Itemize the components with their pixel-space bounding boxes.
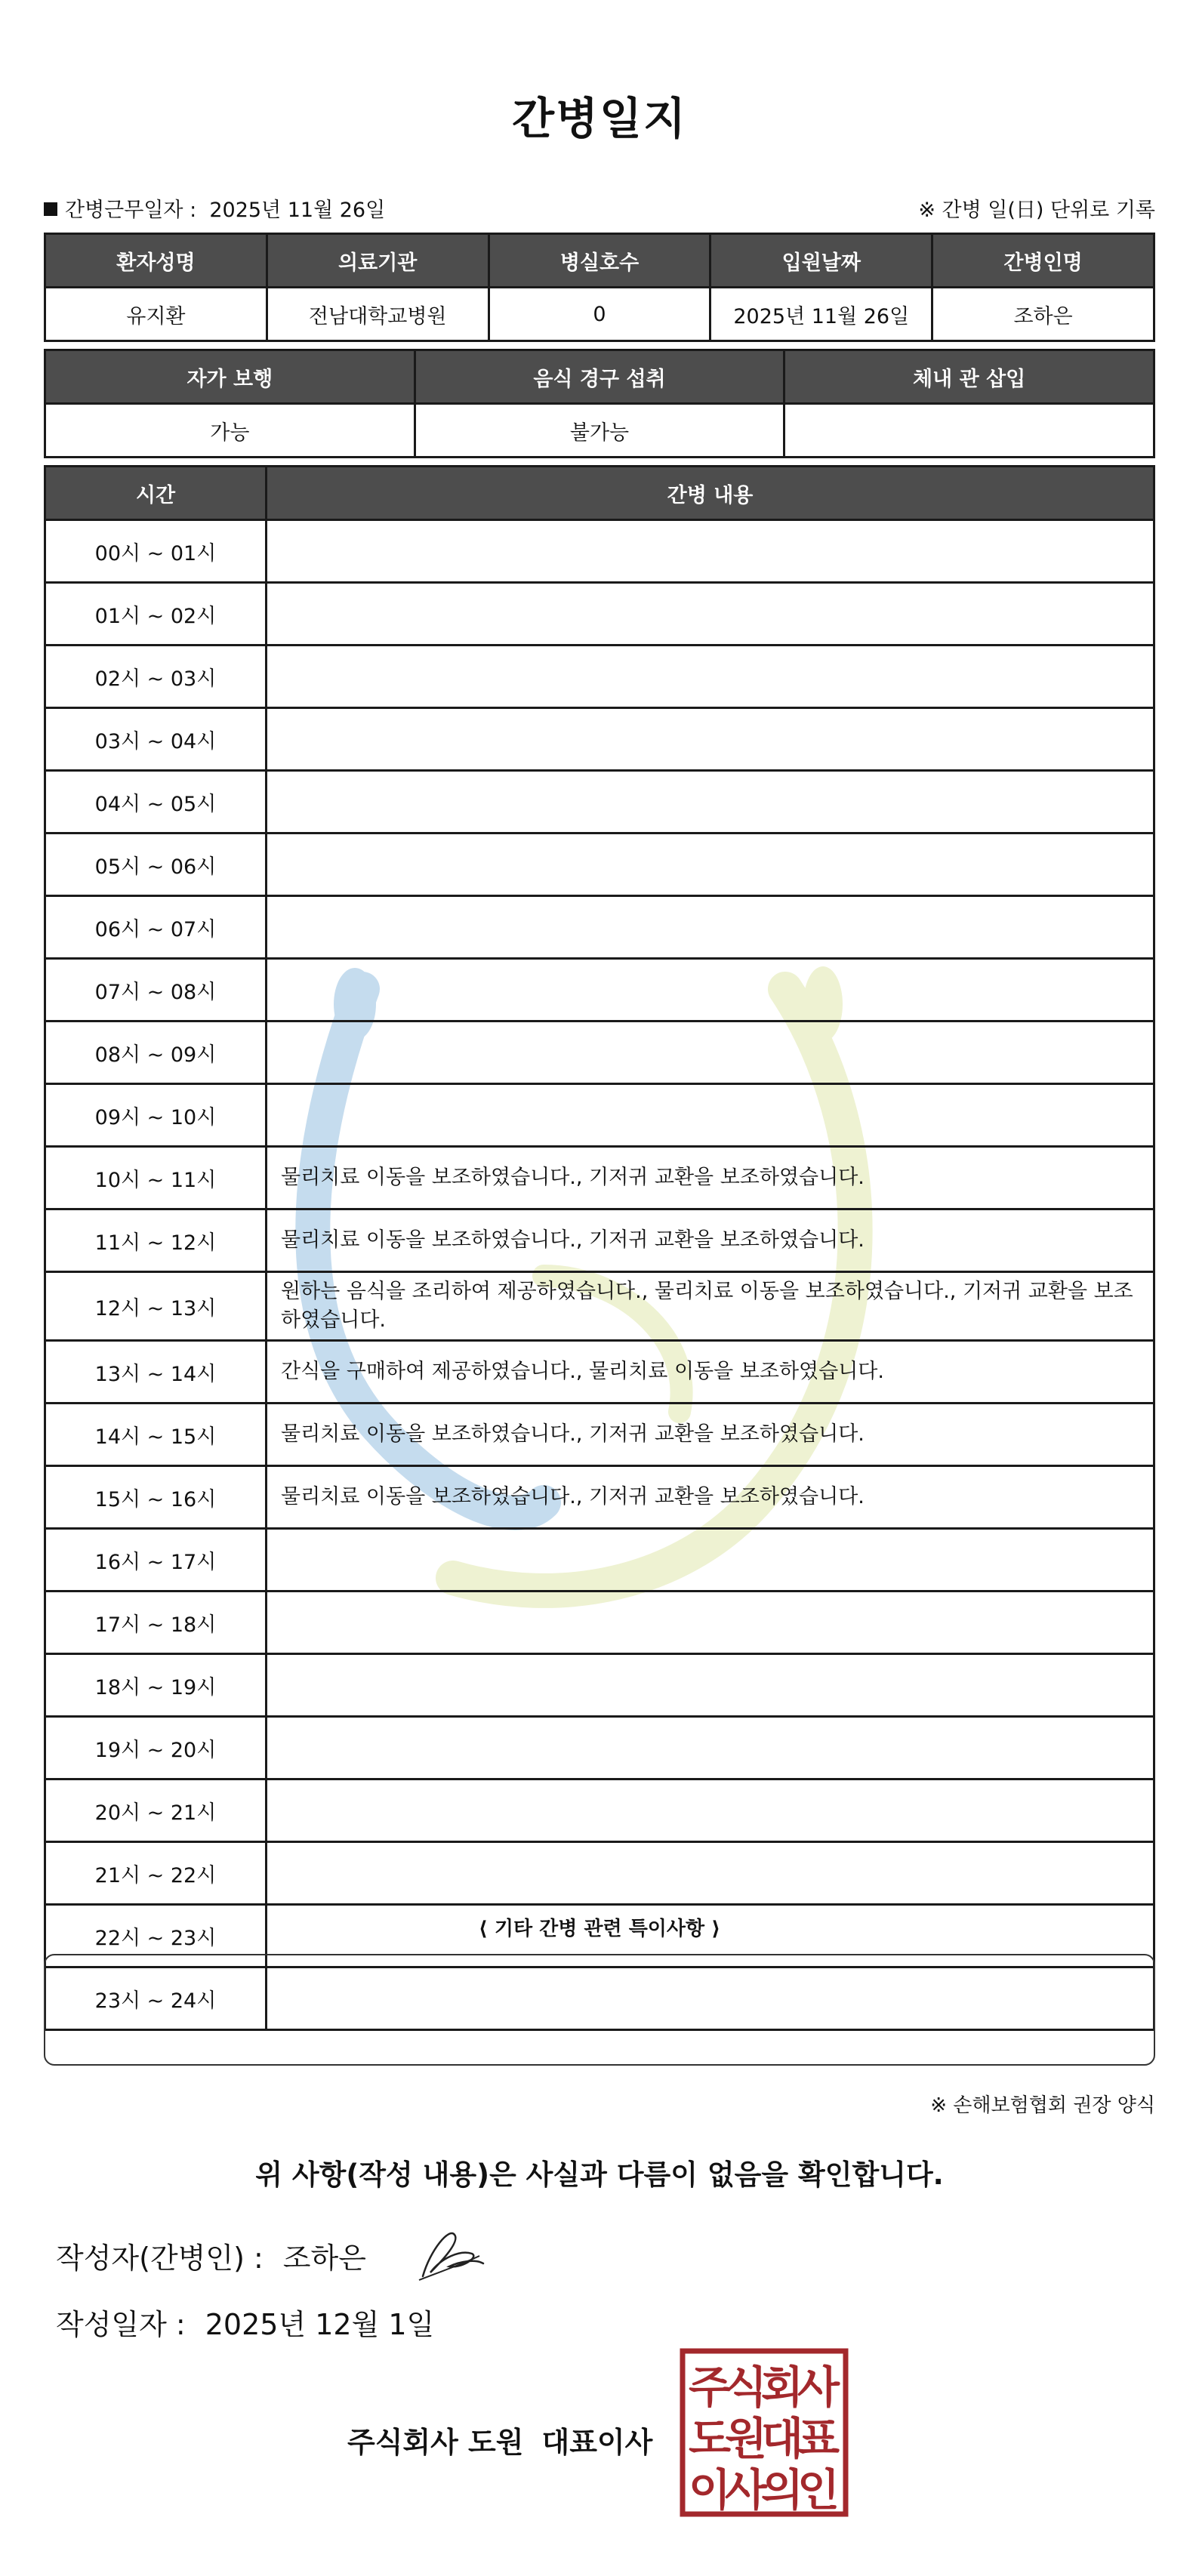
svg-text:인: 인	[797, 2464, 840, 2516]
svg-text:표: 표	[797, 2413, 840, 2464]
table-row	[45, 1842, 1154, 1905]
log-time: 17시 ~ 18시	[45, 1592, 267, 1654]
table-row	[45, 1654, 1154, 1717]
log-content	[267, 583, 1154, 646]
header-admission-date: 입원날짜	[710, 234, 932, 288]
room-number: 0	[489, 288, 710, 341]
log-content	[267, 1654, 1154, 1717]
log-content	[267, 959, 1154, 1021]
admission-date: 2025년 11월 26일	[710, 288, 932, 341]
patient-name: 유지환	[45, 288, 267, 341]
log-content: 물리치료 이동을 보조하였습니다., 기저귀 교환을 보조하였습니다.	[267, 1404, 1154, 1466]
oral-intake-value: 불가능	[415, 404, 784, 458]
writer-name: 조하은	[282, 2242, 366, 2275]
svg-text:의: 의	[760, 2464, 804, 2516]
log-rows	[45, 520, 1154, 2030]
header-self-walking: 자가 보행	[45, 350, 415, 404]
unit-note: ※ 간병 일(日) 단위로 기록	[918, 199, 1155, 222]
svg-text:주: 주	[688, 2362, 732, 2413]
patient-info-table	[44, 233, 1155, 342]
log-content	[267, 1084, 1154, 1147]
log-time: 01시 ~ 02시	[45, 583, 267, 646]
tube-insertion-value	[784, 404, 1154, 458]
table-row	[45, 404, 1154, 458]
log-time: 05시 ~ 06시	[45, 834, 267, 896]
written-date-line	[56, 2301, 434, 2343]
log-content	[267, 834, 1154, 896]
svg-text:사: 사	[797, 2362, 840, 2413]
table-row	[45, 1529, 1154, 1592]
header-care-content: 간병 내용	[267, 467, 1154, 520]
log-time: 18시 ~ 19시	[45, 1654, 267, 1717]
written-date-label: 작성일자 :	[56, 2308, 186, 2341]
table-row	[45, 1272, 1154, 1341]
header-oral-intake: 음식 경구 섭취	[415, 350, 784, 404]
log-content	[267, 1717, 1154, 1779]
table-row	[45, 288, 1154, 341]
log-content	[267, 646, 1154, 708]
table-row	[45, 646, 1154, 708]
svg-text:원: 원	[724, 2413, 768, 2464]
log-content	[267, 1529, 1154, 1592]
table-row	[45, 1466, 1154, 1529]
patient-status-table	[44, 349, 1155, 458]
log-time: 13시 ~ 14시	[45, 1341, 267, 1404]
company-name: 주식회사 도원	[347, 2426, 524, 2459]
caregiver-name: 조하은	[932, 288, 1154, 341]
table-row	[45, 896, 1154, 959]
table-row	[45, 1021, 1154, 1084]
table-row	[45, 771, 1154, 834]
company-seal-icon	[680, 2348, 849, 2517]
svg-text:사: 사	[724, 2464, 768, 2516]
log-content	[267, 771, 1154, 834]
log-content	[267, 1779, 1154, 1842]
log-content: 물리치료 이동을 보조하였습니다., 기저귀 교환을 보조하였습니다.	[267, 1147, 1154, 1209]
log-time: 09시 ~ 10시	[45, 1084, 267, 1147]
notes-heading: ⟨ 기타 간병 관련 특이사항 ⟩	[478, 1918, 721, 1940]
log-time: 04시 ~ 05시	[45, 771, 267, 834]
svg-text:대: 대	[760, 2413, 804, 2464]
log-time: 22시 ~ 23시	[45, 1905, 267, 1967]
hourly-care-log-table	[44, 465, 1155, 2031]
svg-text:도: 도	[688, 2413, 732, 2464]
header-time: 시간	[45, 467, 267, 520]
svg-text:이: 이	[688, 2464, 732, 2516]
confirmation-statement: 위 사항(작성 내용)은 사실과 다름이 없음을 확인합니다.	[255, 2158, 944, 2191]
table-row	[45, 1592, 1154, 1654]
log-content	[267, 896, 1154, 959]
log-time: 08시 ~ 09시	[45, 1021, 267, 1084]
log-time: 15시 ~ 16시	[45, 1466, 267, 1529]
log-time: 07시 ~ 08시	[45, 959, 267, 1021]
log-time: 11시 ~ 12시	[45, 1209, 267, 1272]
log-content	[267, 1021, 1154, 1084]
log-content	[267, 1842, 1154, 1905]
self-walking-value: 가능	[45, 404, 415, 458]
log-content: 간식을 구매하여 제공하였습니다., 물리치료 이동을 보조하였습니다.	[267, 1341, 1154, 1404]
representative-title: 대표이사	[541, 2426, 653, 2459]
written-date-value: 2025년 12월 1일	[205, 2308, 435, 2341]
table-row	[45, 520, 1154, 583]
log-time: 16시 ~ 17시	[45, 1529, 267, 1592]
log-content	[267, 520, 1154, 583]
document-title: 간병일지	[511, 93, 688, 144]
header-patient-name: 환자성명	[45, 234, 267, 288]
svg-text:식: 식	[724, 2362, 768, 2413]
writer-label: 작성자(간병인) :	[56, 2242, 264, 2275]
log-time: 00시 ~ 01시	[45, 520, 267, 583]
work-date-value: 2025년 11월 26일	[209, 199, 386, 222]
log-time: 06시 ~ 07시	[45, 896, 267, 959]
table-header-row	[45, 467, 1154, 520]
log-content: 원하는 음식을 조리하여 제공하였습니다., 물리치료 이동을 보조하였습니다., 기저귀 교환을 보조하였습니다.	[267, 1272, 1154, 1341]
table-row	[45, 1779, 1154, 1842]
notes-box	[44, 1954, 1155, 2066]
hospital-name: 전남대학교병원	[267, 288, 489, 341]
svg-text:회: 회	[760, 2362, 804, 2413]
log-time: 21시 ~ 22시	[45, 1842, 267, 1905]
work-date-label: 간병근무일자 :	[65, 199, 197, 222]
log-time: 10시 ~ 11시	[45, 1147, 267, 1209]
log-time: 20시 ~ 21시	[45, 1779, 267, 1842]
table-row	[45, 1404, 1154, 1466]
log-content: 물리치료 이동을 보조하였습니다., 기저귀 교환을 보조하였습니다.	[267, 1209, 1154, 1272]
table-row	[45, 1147, 1154, 1209]
company-line	[347, 2419, 652, 2460]
table-row	[45, 708, 1154, 771]
log-time: 03시 ~ 04시	[45, 708, 267, 771]
table-row	[45, 1717, 1154, 1779]
log-time: 14시 ~ 15시	[45, 1404, 267, 1466]
table-row	[45, 1341, 1154, 1404]
header-hospital: 의료기관	[267, 234, 489, 288]
log-content	[267, 1592, 1154, 1654]
table-row	[45, 1084, 1154, 1147]
log-content: 물리치료 이동을 보조하였습니다., 기저귀 교환을 보조하였습니다.	[267, 1466, 1154, 1529]
table-row	[45, 583, 1154, 646]
table-header-row	[45, 350, 1154, 404]
writer-line	[56, 2235, 366, 2276]
log-time: 02시 ~ 03시	[45, 646, 267, 708]
square-bullet-icon	[44, 202, 57, 216]
table-row	[45, 1209, 1154, 1272]
form-note: ※ 손해보험협회 권장 양식	[930, 2094, 1155, 2117]
log-content	[267, 708, 1154, 771]
log-time: 12시 ~ 13시	[45, 1272, 267, 1341]
table-row	[45, 834, 1154, 896]
work-date-line	[44, 193, 385, 223]
signature-icon	[408, 2220, 491, 2288]
header-tube-insertion: 체내 관 삽입	[784, 350, 1154, 404]
header-room-number: 병실호수	[489, 234, 710, 288]
table-row	[45, 959, 1154, 1021]
log-time: 23시 ~ 24시	[45, 1967, 267, 2030]
log-time: 19시 ~ 20시	[45, 1717, 267, 1779]
header-caregiver-name: 간병인명	[932, 234, 1154, 288]
table-header-row	[45, 234, 1154, 288]
